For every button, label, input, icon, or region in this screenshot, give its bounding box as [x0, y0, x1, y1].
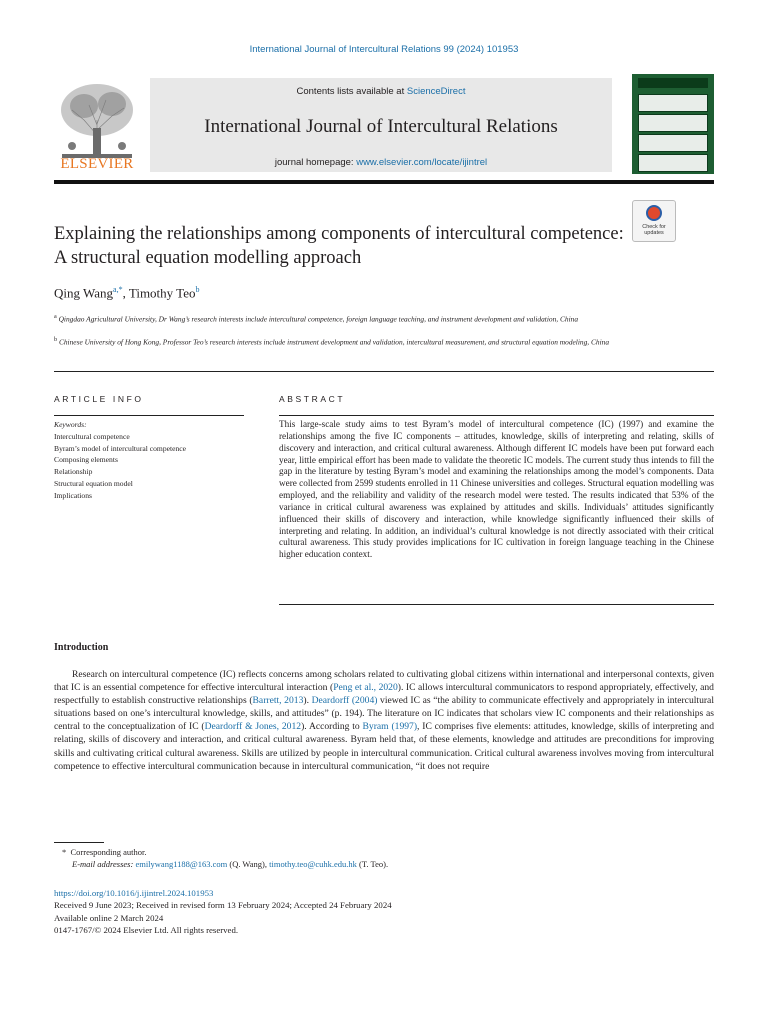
- author-name: Qing Wang: [54, 285, 114, 301]
- article-info-label: ARTICLE INFO: [54, 394, 144, 404]
- affiliation-b: $^b$ Chinese University of Hong Kong, Professor Teo’s research interests include instrument development and validation, intercultural measurement, and structural equation modeling, China: [54, 337, 610, 347]
- online-date: Available online 2 March 2024: [54, 912, 164, 923]
- sciencedirect-link[interactable]: ScienceDirect: [406, 86, 466, 97]
- journal-masthead: [54, 74, 714, 174]
- email-addresses: E-mail addresses: emilywang1188@163.com (Q. Wang), timothy.teo@cuhk.edu.hk (T. Teo).: [72, 859, 389, 869]
- body-paragraph: Research on intercultural competence (IC) reflects concerns among scholars related to cultivating global citizens within international and interpersonal contexts, given that IC is an essential competence for effective intercultural interaction (Peng et al., 2020). IC allows intercultural communicators to respond appropriately, effectively, and respectfully to establish constructive relationships (Barrett, 2013). Deardorff (2004) viewed IC as “the ability to communicate effectively and appropriately in intercultural situations based on one’s intercultural knowledge, skills, and attitudes” (p. 194). The literature on IC indicates that scholars view IC components and their relationships as central to the conceptualization of IC (Deardorff & Jones, 2012). According to Byram (1997), IC comprises five elements: attitudes, knowledge, skills of interpreting and relating, skills of discovery and interaction, and critical cultural awareness. Byram held that, of these elements, knowledge and attitudes are preconditions for improving skills and cultivating critical cultural awareness. Skills are utilized by people in intercultural communication. Critical cultural awareness involves moving from intercultural competence to effective intercultural communication because in intercultural communication, “it does not require: [54, 669, 715, 772]
- homepage-prefix: journal homepage:: [274, 157, 357, 168]
- citation-link[interactable]: Byram (1997): [362, 721, 418, 733]
- keywords-list: [54, 419, 254, 502]
- citation-link[interactable]: Deardorff (2004): [311, 695, 378, 707]
- journal-banner: [150, 78, 612, 172]
- check-for-updates-label: Check for updates: [642, 224, 666, 236]
- article-title: Explaining the relationships among components of intercultural competence: A structural equation modelling approach: [54, 224, 624, 268]
- cover-band: [638, 114, 708, 132]
- keyword-item: Intercultural competence: [54, 431, 130, 441]
- introduction-heading: Introduction: [54, 642, 109, 653]
- publisher-name: ELSEVIER: [60, 156, 134, 172]
- homepage-link[interactable]: www.elsevier.com/locate/ijintrel: [356, 157, 488, 168]
- contents-line: [150, 86, 612, 97]
- article-info-rule: [54, 415, 244, 416]
- journal-cover-thumbnail[interactable]: [632, 74, 714, 174]
- copyright: 0147-1767/© 2024 Elsevier Ltd. All rights reserved.: [54, 924, 239, 935]
- author-name: Timothy Teo: [128, 285, 196, 301]
- keyword-item: Implications: [54, 490, 92, 500]
- abstract-label: ABSTRACT: [279, 394, 346, 404]
- doi-link[interactable]: https://doi.org/10.1016/j.ijintrel.2024.101953: [54, 888, 214, 898]
- journal-reference[interactable]: International Journal of Intercultural Relations 99 (2024) 101953: [249, 44, 519, 55]
- author-list: [54, 285, 199, 301]
- cover-band: [638, 154, 708, 172]
- abstract-rule: [279, 415, 714, 416]
- keyword-item: Relationship: [54, 467, 93, 477]
- email-label: E-mail addresses:: [72, 859, 134, 869]
- affiliation-a: $^a$ Qingdao Agricultural University, Dr Wang’s research interests include intercultural competence, foreign language teaching, and instrument development and validation, China: [54, 314, 579, 324]
- header-rule: [54, 180, 714, 184]
- corresponding-author-note: * Corresponding author.: [62, 847, 147, 857]
- author-separator: ,: [122, 285, 129, 301]
- affiliation-marker[interactable]: b: [195, 285, 200, 294]
- citation-link[interactable]: Peng et al., 2020: [333, 682, 398, 694]
- footnote-rule: [54, 842, 104, 843]
- journal-title: International Journal of Intercultural Relations: [204, 116, 558, 137]
- email-link[interactable]: emilywang1188@163.com: [135, 859, 228, 869]
- abstract-text: This large-scale study aims to test Byram’s model of intercultural competence (IC) (1997) and examine the relationships among the five IC components – attitudes, knowledge, skills of interpreting and relating, skills of discovery and interaction, and critical cultural awareness. Although different IC models have been put forward each year, little empirical effort has been made to validate the theoretic IC models. The current study thus intends to fill the gap in the literature by testing Byram’s model and examining the relationships among the model’s components. Data were collected from 2599 students enrolled in 11 Chinese universities and colleges. Structural equation modelling was employed, and the reliability and validity of the research model were tested. The results indicated that 53% of the variance in critical cultural awareness was explained by attitudes and skills. Individuals’ attitudes significantly influenced their skills of discovery and interaction, while knowledge significantly influenced their skills of interpreting and relating. In addition, an individual’s cultural knowledge is not directly associated with their critical cultural awareness. This study provides implications for IC cultivation in foreign language teaching in the Chinese higher education context.: [279, 419, 714, 560]
- contents-prefix: Contents lists available at: [296, 86, 407, 97]
- affiliation-marker[interactable]: a,*: [113, 285, 123, 294]
- received-dates: Received 9 June 2023; Received in revised form 13 February 2024; Accepted 24 February 2024: [54, 900, 392, 911]
- keyword-item: Structural equation model: [54, 478, 133, 488]
- check-for-updates-button[interactable]: [632, 200, 676, 242]
- introduction-body: [54, 668, 714, 773]
- section-divider: [54, 371, 714, 372]
- citation-link[interactable]: Deardorff & Jones, 2012: [204, 721, 302, 733]
- keyword-item: Composing elements: [54, 455, 118, 465]
- cover-band: [638, 134, 708, 152]
- keyword-item: Byram’s model of intercultural competence: [54, 443, 187, 453]
- email-link[interactable]: timothy.teo@cuhk.edu.hk: [269, 859, 357, 869]
- citation-link[interactable]: Barrett, 2013: [252, 695, 304, 707]
- abstract-end-rule: [279, 604, 714, 605]
- cover-band: [638, 94, 708, 112]
- cover-header: [638, 78, 708, 88]
- keywords-heading: Keywords:: [54, 420, 87, 429]
- bookmark-icon: [646, 205, 662, 221]
- publication-info: [54, 887, 392, 936]
- homepage-line: [150, 157, 612, 168]
